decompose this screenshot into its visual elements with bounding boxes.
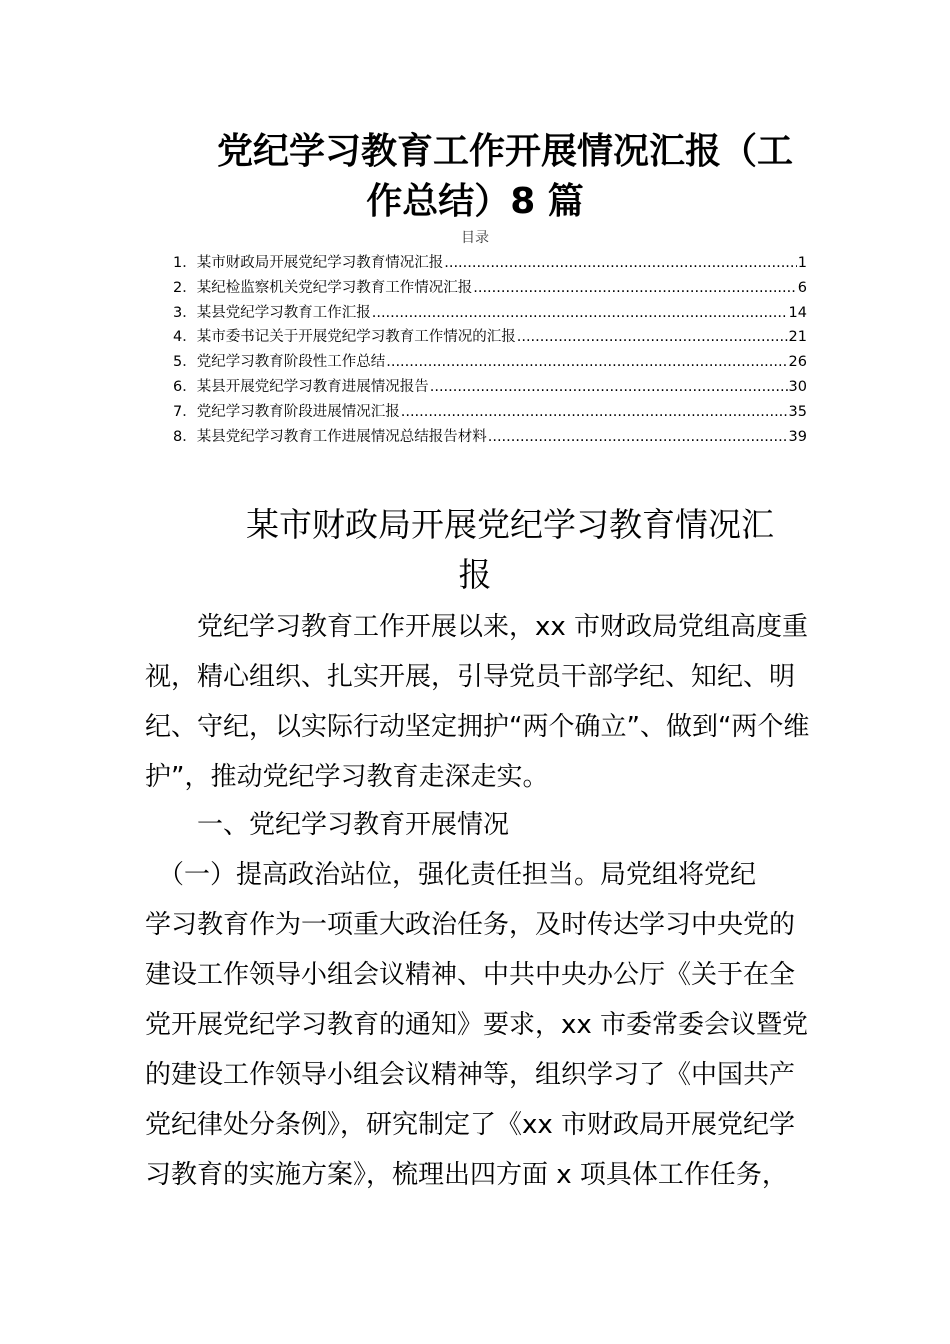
body-line: 党纪律处分条例》，研究制定了《xx 市财政局开展党纪学: [145, 1110, 796, 1140]
body-line: 学习教育作为一项重大政治任务，及时传达学习中央党的: [145, 910, 796, 940]
toc-entry[interactable]: [173, 251, 807, 276]
toc-entry-title: 某市财政局开展党纪学习教育情况汇报: [196, 255, 444, 271]
toc-entry-title: 某县党纪学习教育工作汇报: [196, 304, 371, 321]
toc-leader-dots: [372, 301, 788, 326]
toc-entry-number: 5．: [173, 354, 197, 371]
toc-entry-title: 某纪检监察机关党纪学习教育工作情况汇报: [196, 279, 473, 296]
toc-entry-page: 35: [788, 403, 807, 420]
table-of-contents: [173, 251, 807, 449]
body-line: 纪、守纪，以实际行动坚定拥护“两个确立”、做到“两个维: [145, 712, 810, 742]
toc-entry-number: 6．: [173, 378, 197, 395]
toc-leader-dots: [444, 251, 797, 276]
body-line: 护”，推动党纪学习教育走深走实。: [145, 762, 549, 792]
document-title-line-1: 党纪学习教育工作开展情况汇报（工: [216, 131, 793, 172]
toc-entry-page: 39: [788, 428, 807, 445]
toc-entry[interactable]: [173, 301, 807, 326]
toc-leader-dots: [386, 350, 787, 375]
body-line: 党纪学习教育工作开展以来，xx 市财政局党组高度重: [145, 612, 809, 642]
toc-entry-number: 2．: [173, 279, 197, 296]
toc-entry-number: 1．: [173, 255, 197, 271]
toc-entry-number: 4．: [173, 329, 197, 346]
toc-heading: 目录: [461, 230, 489, 246]
toc-entry-number: 3．: [173, 304, 197, 321]
toc-entry-title: 党纪学习教育阶段进展情况汇报: [196, 403, 400, 420]
toc-entry-number: 7．: [173, 403, 197, 420]
section-title-line-2: 报: [458, 555, 492, 594]
body-paragraph-1: [145, 850, 810, 1200]
toc-entry[interactable]: [173, 350, 807, 375]
body-line: （一）提高政治站位，强化责任担当。局党组将党纪: [145, 860, 757, 890]
toc-entry-title: 某县开展党纪学习教育进展情况报告: [196, 378, 429, 395]
body-heading-text: 一、党纪学习教育开展情况: [145, 810, 510, 840]
toc-entry-page: 26: [788, 354, 807, 371]
body-line: 习教育的实施方案》，梳理出四方面 x 项具体工作任务，: [145, 1160, 788, 1190]
body-line: 党开展党纪学习教育的通知》要求，xx 市委常委会议暨党: [145, 1010, 809, 1040]
toc-entry-page: 1: [797, 255, 807, 271]
body-line: 视，精心组织、扎实开展，引导党员干部学纪、知纪、明: [145, 662, 796, 692]
toc-entry-title: 某县党纪学习教育工作进展情况总结报告材料: [196, 428, 487, 445]
toc-entry-page: 14: [788, 304, 807, 321]
toc-entry-page: 30: [788, 378, 807, 395]
toc-entry[interactable]: [173, 400, 807, 425]
body-line: 建设工作领导小组会议精神、中共中央办公厅《关于在全: [145, 960, 796, 990]
document-title-line-2: 作总结）8 篇: [366, 181, 584, 222]
toc-entry-title: 某市委书记关于开展党纪学习教育工作情况的汇报: [196, 329, 516, 346]
toc-entry-page: 6: [797, 279, 807, 296]
toc-entry[interactable]: [173, 325, 807, 350]
toc-entry-number: 8．: [173, 428, 197, 445]
toc-leader-dots: [473, 276, 797, 301]
body-heading-1: [145, 800, 810, 850]
body-paragraph-intro: [145, 602, 810, 802]
toc-entry[interactable]: [173, 425, 807, 450]
toc-leader-dots: [488, 425, 788, 450]
section-title-line-1: 某市财政局开展党纪学习教育情况汇: [246, 505, 774, 544]
body-line: 的建设工作领导小组会议精神等，组织学习了《中国共产: [145, 1060, 796, 1090]
toc-leader-dots: [517, 325, 788, 350]
toc-entry[interactable]: [173, 375, 807, 400]
toc-entry-title: 党纪学习教育阶段性工作总结: [196, 354, 386, 371]
toc-entry-page: 21: [788, 329, 807, 346]
toc-leader-dots: [401, 400, 788, 425]
toc-leader-dots: [430, 375, 788, 400]
toc-entry[interactable]: [173, 276, 807, 301]
